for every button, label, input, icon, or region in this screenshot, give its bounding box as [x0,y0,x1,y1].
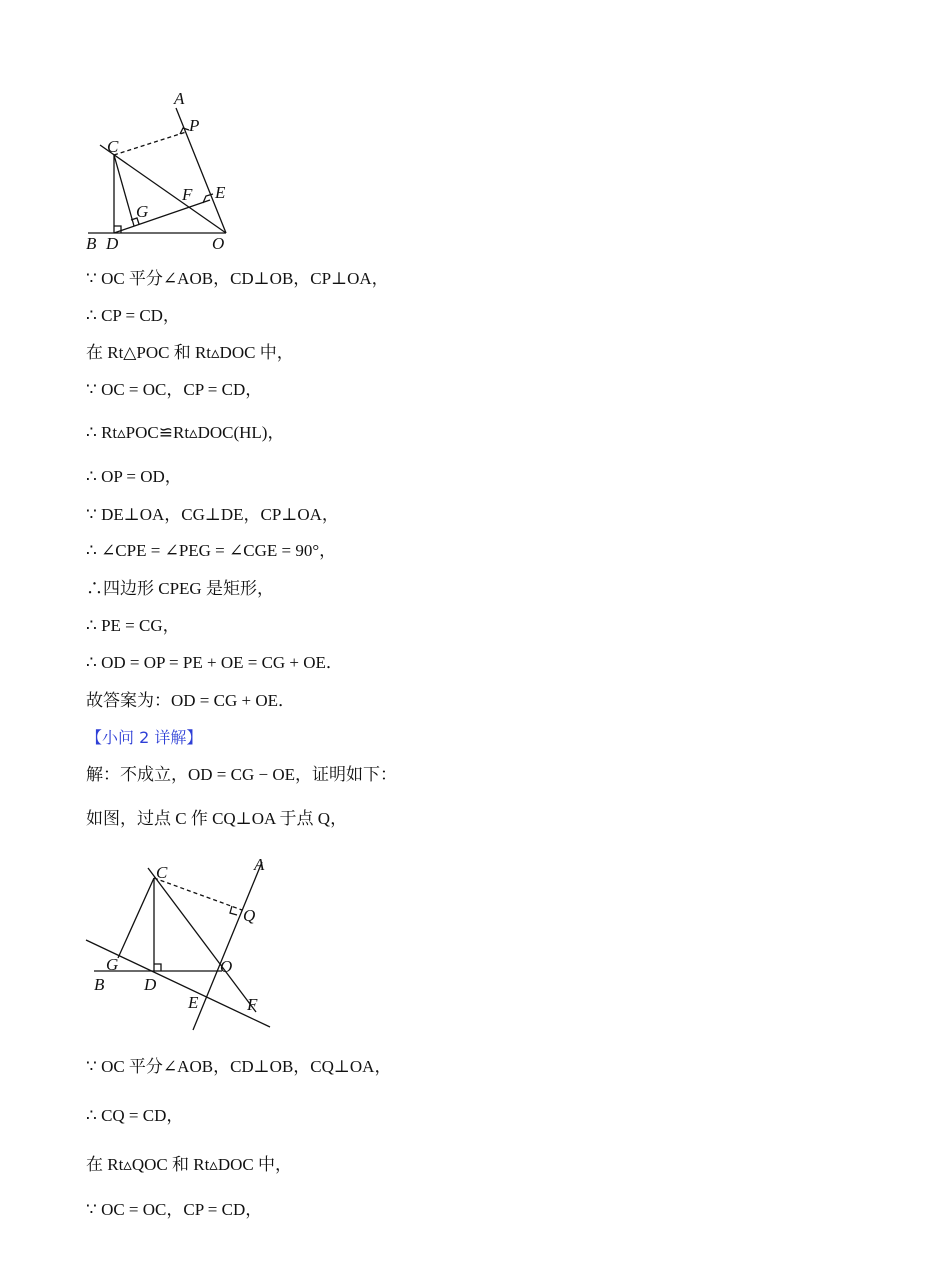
proof-line: ∵ OC = OC，CP = CD， [86,1200,263,1219]
proof-line: ∵ DE⊥OA，CG⊥DE，CP⊥OA， [86,505,339,524]
right-angle-D [154,964,161,971]
proof-line: 在 Rt△POC 和 Rt▵DOC 中， [86,343,294,362]
segment-CG [114,155,134,226]
label-C: C [156,863,168,882]
proof-line: 解：不成立，OD = CG − OE，证明如下： [86,765,398,784]
label-O: O [212,234,225,253]
label-G: G [136,202,149,221]
line-GE [86,940,270,1027]
proof-line: ∵ OC 平分∠AOB，CD⊥OB，CP⊥OA， [86,269,389,288]
proof-line: ∴四边形 CPEG 是矩形， [86,579,274,598]
proof-line: ∴ Rt▵POC≌Rt▵DOC(HL)， [86,423,285,442]
label-P: P [189,116,200,135]
label-B: B [86,234,97,253]
proof-line: ∴ ∠CPE = ∠PEG = ∠CGE = 90°， [86,541,337,560]
proof-line: 如图，过点 C 作 CQ⊥OA 于点 Q， [86,809,348,828]
answer-line: 故答案为：OD = CG + OE． [86,691,296,710]
label-F: F [182,185,193,204]
proof-line: ∴ OD = OP = PE + OE = CG + OE． [86,653,343,672]
line-OC [100,145,226,233]
label-C: C [107,137,119,156]
figure-2-diagram [0,840,320,1040]
label-D: D [144,975,157,994]
label-B: B [94,975,105,994]
figure-1-diagram [0,0,320,260]
line-OC [148,868,256,1012]
segment-CP [114,132,186,155]
label-A: A [174,89,185,108]
figure-2 [0,840,320,1040]
label-Q: Q [243,906,256,925]
proof-line: ∴ CP = CD， [86,306,180,325]
label-E: E [215,183,226,202]
section-heading: 【小问 2 详解】 [86,728,203,747]
proof-line: ∴ OP = OD， [86,467,182,486]
label-E: E [188,993,199,1012]
label-D: D [106,234,119,253]
ray-OA [176,108,226,233]
proof-line: ∵ OC 平分∠AOB，CD⊥OB，CQ⊥OA， [86,1057,392,1076]
figure-1 [0,0,320,260]
proof-line: ∴ PE = CG， [86,616,180,635]
label-G: G [106,955,119,974]
proof-line: 在 Rt▵QOC 和 Rt▵DOC 中， [86,1155,292,1174]
label-F: F [247,995,258,1014]
segment-CG [118,878,154,958]
proof-line: ∵ OC = OC，CP = CD， [86,380,263,399]
label-O: O [220,957,233,976]
label-A: A [254,855,265,874]
proof-line: ∴ CQ = CD， [86,1106,184,1125]
